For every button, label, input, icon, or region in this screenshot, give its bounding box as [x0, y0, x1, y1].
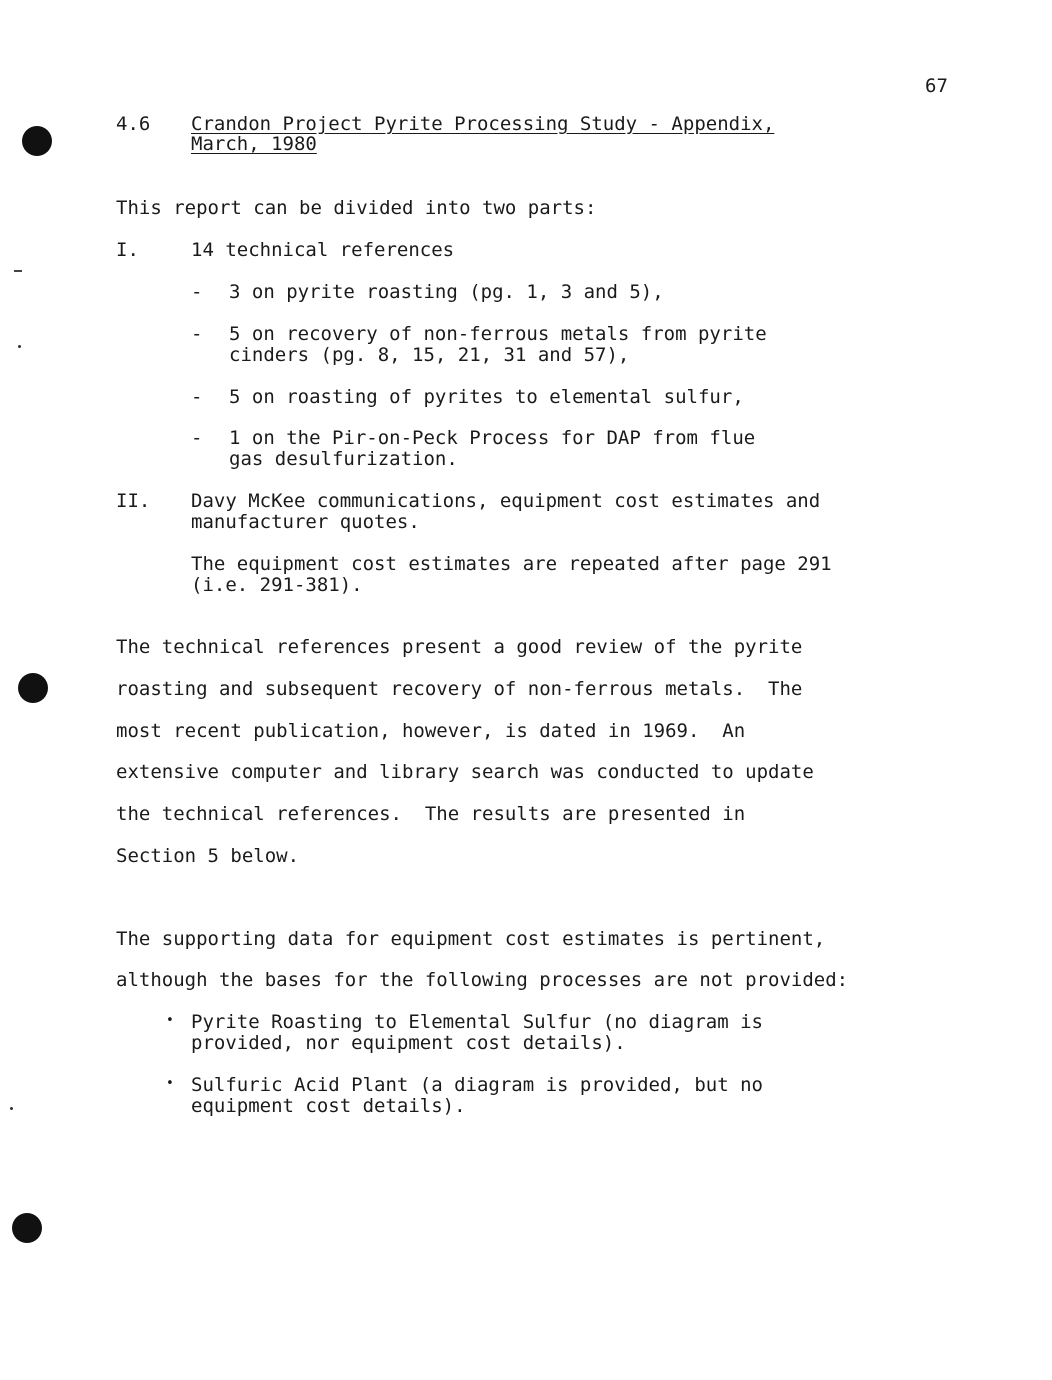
part2-note-line1: The equipment cost estimates are repeated after page 291 [191, 553, 832, 575]
scan-speck [10, 1107, 13, 1110]
paragraph1-line: The technical references present a good review of the pyrite [116, 636, 803, 658]
page-number: 67 [925, 75, 948, 97]
list-item-continuation: gas desulfurization. [229, 448, 458, 470]
section-title-line1: Crandon Project Pyrite Processing Study - Appendix, [191, 113, 775, 135]
list-item-continuation: cinders (pg. 8, 15, 21, 31 and 57), [229, 344, 630, 366]
punch-hole-top [22, 126, 52, 156]
part1-marker: I. [116, 239, 139, 261]
part2-note-line2: (i.e. 291-381). [191, 574, 363, 596]
list-item-dash: - [191, 281, 203, 303]
bullet-item-line1: Sulfuric Acid Plant (a diagram is provided, but no [191, 1074, 763, 1096]
bullet-item-line2: equipment cost details). [191, 1095, 466, 1117]
list-item-dash: - [191, 386, 203, 408]
part2-marker: II. [116, 490, 151, 512]
paragraph1-line: the technical references. The results are presented in [116, 803, 746, 825]
list-item: 3 on pyrite roasting (pg. 1, 3 and 5), [229, 281, 664, 303]
intro-text: This report can be divided into two parts: [116, 197, 597, 219]
paragraph1-line: most recent publication, however, is dated in 1969. An [116, 720, 746, 742]
scan-speck [18, 345, 21, 348]
paragraph1-line: extensive computer and library search was conducted to update [116, 761, 814, 783]
list-item: 5 on recovery of non-ferrous metals from pyrite [229, 323, 767, 345]
bullet-mark: • [166, 1013, 174, 1028]
paragraph1-line: Section 5 below. [116, 845, 300, 867]
part2-text-line2: manufacturer quotes. [191, 511, 420, 533]
bullet-item-line2: provided, nor equipment cost details). [191, 1032, 626, 1054]
paragraph2-line: The supporting data for equipment cost estimates is pertinent, [116, 928, 826, 950]
scan-mark [14, 270, 22, 272]
list-item: 1 on the Pir-on-Peck Process for DAP from flue [229, 427, 756, 449]
punch-hole-bottom [12, 1213, 42, 1243]
paragraph1-line: roasting and subsequent recovery of non-ferrous metals. The [116, 678, 803, 700]
bullet-mark: • [166, 1076, 174, 1091]
list-item-dash: - [191, 323, 203, 345]
section-title-line2: March, 1980 [191, 133, 317, 155]
section-number: 4.6 [116, 113, 151, 135]
paragraph2-line: although the bases for the following processes are not provided: [116, 969, 849, 991]
part2-text-line1: Davy McKee communications, equipment cost estimates and [191, 490, 821, 512]
list-item-dash: - [191, 427, 203, 449]
part1-label: 14 technical references [191, 239, 455, 261]
punch-hole-middle [18, 673, 48, 703]
list-item: 5 on roasting of pyrites to elemental sulfur, [229, 386, 744, 408]
bullet-item-line1: Pyrite Roasting to Elemental Sulfur (no diagram is [191, 1011, 763, 1033]
